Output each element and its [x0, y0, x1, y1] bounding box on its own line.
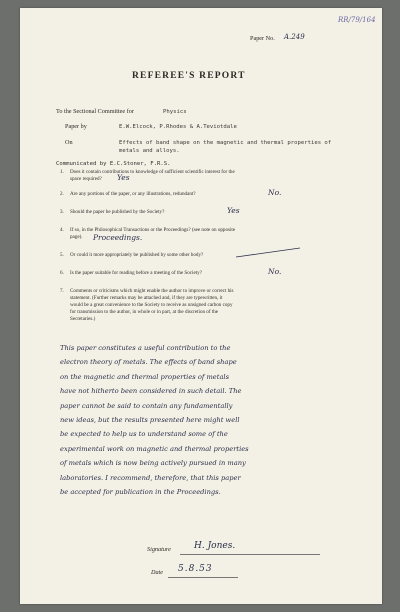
- comment-line: of metals which is now being actively pursued in many: [60, 459, 246, 468]
- question-4-text-cont: page).: [70, 234, 83, 240]
- on-label: On: [65, 139, 73, 146]
- question-3-text: Should the paper be published by the Society?: [70, 209, 165, 215]
- question-5-text: Or could it more appropriately be published by some other body?: [70, 252, 204, 258]
- comment-line: This paper constitutes a useful contribution to the: [60, 344, 231, 352]
- comment-line: paper cannot be said to contain any fundamentally: [60, 401, 233, 410]
- question-1-number: 1.: [60, 169, 64, 175]
- question-3-number: 3.: [60, 209, 64, 215]
- question-6-answer: No.: [268, 267, 282, 276]
- question-6-text: Is the paper suitable for reading before a meeting of the Society?: [70, 270, 202, 276]
- signature-label: Signature: [147, 546, 171, 553]
- question-7-number: 7.: [60, 288, 64, 294]
- communicated-by: Communicated by E.C.Stoner, F.R.S.: [56, 161, 171, 167]
- question-7-text-line3: would be a great convenience to the Society to receive as unsigned carbon copy: [70, 302, 233, 308]
- comment-line: experimental work on magnetic and thermal properties: [60, 444, 249, 453]
- question-7-text-line4: for transmission to the author, in whole or in part, at the discretion of the: [70, 309, 219, 315]
- comment-line: have not hitherto been considered in such detail. The: [60, 387, 242, 396]
- question-4-text: If so, in the Philosophical Transactions or the Proceedings? (see note on opposite: [70, 227, 236, 233]
- question-2-answer: No.: [268, 188, 282, 197]
- date-label: Date: [151, 569, 164, 576]
- question-7-text-line1: Comments or criticisms which might enable the author to improve or correct his: [70, 288, 234, 294]
- question-7-text-line5: Secretaries.): [70, 316, 96, 322]
- referee-report-sheet: [20, 8, 382, 604]
- comments-block: [60, 341, 249, 499]
- signature-value: H. Jones.: [194, 541, 236, 551]
- paper-no-value: A.249: [284, 33, 305, 41]
- question-4-number: 4.: [60, 227, 64, 233]
- question-2-text: Are any portions of the paper, or any illustrations, redundant?: [70, 191, 196, 197]
- question-3-answer: Yes: [227, 206, 240, 215]
- paper-by-value: E.W.Elcock, P.Rhodes & A.Teviotdale: [119, 124, 237, 130]
- date-value: 5.8.53: [178, 564, 213, 574]
- comment-line: be accepted for publication in the Proceedings.: [60, 488, 221, 497]
- question-4-answer: Proceedings.: [93, 233, 143, 242]
- archive-reference: RR/79/164: [338, 16, 376, 24]
- paper-by-label: Paper by: [65, 123, 87, 130]
- signature-line: [180, 554, 320, 555]
- committee-value: Physics: [163, 109, 187, 115]
- paper-no-label: Paper No.: [250, 35, 275, 42]
- question-5-answer-stroke: [234, 246, 304, 260]
- question-6-number: 6.: [60, 270, 64, 276]
- on-title-line2: metals and alloys.: [119, 148, 180, 154]
- comment-line: electron theory of metals. The effects of band shape: [60, 358, 237, 367]
- on-title-line1: Effects of band shape on the magnetic and thermal properties of: [119, 140, 332, 146]
- question-7-text-line2: statement. (Further remarks may be attached and, if they are typewritten, it: [70, 295, 223, 301]
- question-5-number: 5.: [60, 252, 64, 258]
- question-2-number: 2.: [60, 191, 64, 197]
- comment-line: laboratories. I recommend, therefore, that this paper: [60, 473, 241, 482]
- committee-label: To the Sectional Committee for: [56, 108, 134, 115]
- question-1-text-cont: space required?: [70, 176, 102, 182]
- comment-line: new ideas, but the results presented here might well: [60, 416, 240, 425]
- comment-line: be expected to help us to understand some of the: [60, 430, 228, 439]
- comment-line: on the magnetic and thermal properties of metals: [60, 372, 230, 381]
- date-line: [168, 577, 238, 578]
- report-title: REFEREE'S REPORT: [132, 71, 246, 81]
- question-1-text: Does it contain contributions to knowledge of sufficient scientific interest for the: [70, 169, 235, 175]
- question-1-answer: Yes: [117, 173, 130, 182]
